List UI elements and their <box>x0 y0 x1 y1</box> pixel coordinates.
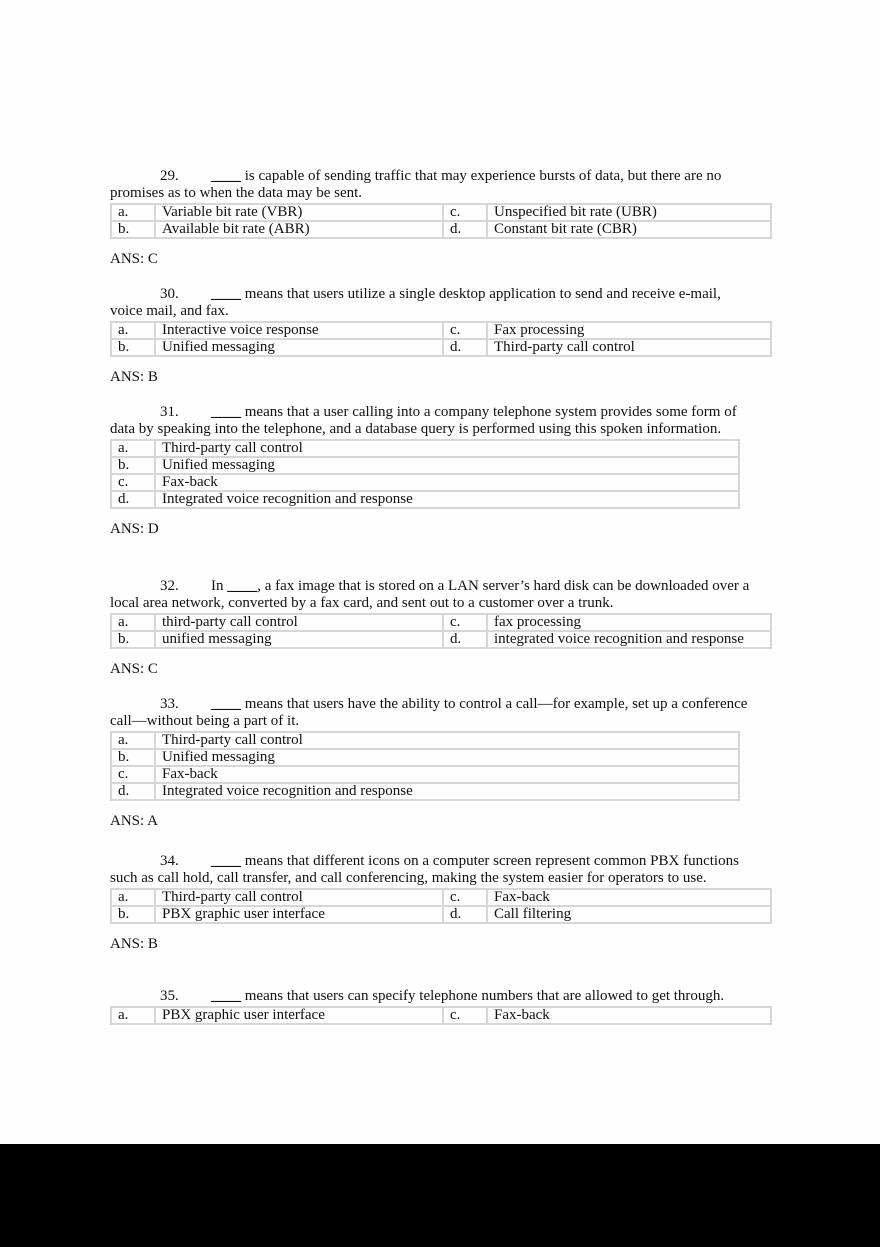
question-33 <box>110 696 750 830</box>
choice-letter: c. <box>443 614 487 631</box>
choice-row <box>111 440 739 457</box>
choice-text: PBX graphic user interface <box>155 1007 443 1024</box>
blank: ____ <box>211 988 241 1004</box>
choice-letter: d. <box>111 491 155 508</box>
choice-row <box>111 631 771 648</box>
choice-letter: c. <box>443 204 487 221</box>
choice-text: fax processing <box>487 614 771 631</box>
choice-row <box>111 474 739 491</box>
question-31 <box>110 404 750 538</box>
question-35 <box>110 988 750 1025</box>
choices-table <box>110 731 740 801</box>
choice-letter: a. <box>111 732 155 749</box>
viewer-background <box>0 1144 880 1247</box>
choice-letter: b. <box>111 221 155 238</box>
question-number: 29. <box>160 168 179 184</box>
choice-letter: a. <box>111 889 155 906</box>
blank: ____ <box>227 578 258 594</box>
question-number: 32. <box>160 578 179 594</box>
choice-text: Available bit rate (ABR) <box>155 221 443 238</box>
choice-letter: a. <box>111 204 155 221</box>
question-stem: 32. In ____, a fax image that is stored on a LAN server’s hard disk can be downloaded over a local area network, converted by a fax card, and sent out to a customer over a trunk. <box>110 578 750 611</box>
choice-text: Third-party call control <box>155 440 739 457</box>
choice-row <box>111 766 739 783</box>
blank: ____ <box>211 404 241 420</box>
answer-key: ANS: D <box>110 521 159 537</box>
choice-text: Integrated voice recognition and response <box>155 491 739 508</box>
choice-row <box>111 906 771 923</box>
choice-text: Third-party call control <box>155 732 739 749</box>
choice-text: Fax processing <box>487 322 771 339</box>
question-32 <box>110 578 750 678</box>
choice-text: Fax-back <box>155 766 739 783</box>
question-stem: 31. ____ means that a user calling into a company telephone system provides some form of data by speaking into the telephone, and a database query is performed using this spoken information. <box>110 404 737 437</box>
choice-text: Interactive voice response <box>155 322 443 339</box>
question-number: 35. <box>160 988 179 1004</box>
choice-text: Fax-back <box>155 474 739 491</box>
question-number: 34. <box>160 853 179 869</box>
answer-key: ANS: B <box>110 936 158 952</box>
choice-letter: c. <box>443 889 487 906</box>
choice-text: Fax-back <box>487 889 771 906</box>
question-stem: 35. ____ means that users can specify telephone numbers that are allowed to get through. <box>160 988 725 1004</box>
choices-table <box>110 321 772 357</box>
choice-text: Unspecified bit rate (UBR) <box>487 204 771 221</box>
choice-letter: b. <box>111 749 155 766</box>
choice-row <box>111 491 739 508</box>
choice-letter: c. <box>111 474 155 491</box>
choice-text: Unified messaging <box>155 457 739 474</box>
question-number: 33. <box>160 696 179 712</box>
choice-letter: a. <box>111 1007 155 1024</box>
choice-row <box>111 204 771 221</box>
choice-letter: b. <box>111 906 155 923</box>
answer-key: ANS: C <box>110 661 158 677</box>
choice-text: unified messaging <box>155 631 443 648</box>
blank: ____ <box>211 286 241 302</box>
choice-letter: d. <box>443 906 487 923</box>
choice-text: PBX graphic user interface <box>155 906 443 923</box>
choice-row <box>111 614 771 631</box>
choices-table <box>110 1006 772 1025</box>
choice-text: Unified messaging <box>155 339 443 356</box>
choices-table <box>110 888 772 924</box>
choice-row <box>111 457 739 474</box>
choice-text: Integrated voice recognition and response <box>155 783 739 800</box>
choice-text: Fax-back <box>487 1007 771 1024</box>
choice-letter: d. <box>443 631 487 648</box>
choice-row <box>111 322 771 339</box>
choice-letter: d. <box>443 221 487 238</box>
choices-table <box>110 203 772 239</box>
answer-key: ANS: C <box>110 251 158 267</box>
blank: ____ <box>211 696 241 712</box>
choice-letter: c. <box>443 322 487 339</box>
choice-letter: a. <box>111 440 155 457</box>
question-number: 30. <box>160 286 179 302</box>
question-stem: 30. ____ means that users utilize a single desktop application to send and receive e-mail, voice mail, and fax. <box>110 286 721 319</box>
choice-text: Variable bit rate (VBR) <box>155 204 443 221</box>
choice-text: Call filtering <box>487 906 771 923</box>
choice-letter: b. <box>111 339 155 356</box>
choice-text: integrated voice recognition and response <box>487 631 771 648</box>
question-30 <box>110 286 750 386</box>
choice-letter: a. <box>111 322 155 339</box>
choices-table <box>110 613 772 649</box>
answer-key: ANS: B <box>110 369 158 385</box>
choice-text: third-party call control <box>155 614 443 631</box>
answer-key: ANS: A <box>110 813 158 829</box>
choice-row <box>111 783 739 800</box>
choice-letter: b. <box>111 457 155 474</box>
choice-letter: d. <box>111 783 155 800</box>
choices-table <box>110 439 740 509</box>
question-stem: 29. ____ is capable of sending traffic that may experience bursts of data, but there are no promises as to when the data may be sent. <box>110 168 722 201</box>
choice-letter: a. <box>111 614 155 631</box>
choice-row <box>111 1007 771 1024</box>
question-34 <box>110 853 750 953</box>
choice-text: Third-party call control <box>155 889 443 906</box>
choice-row <box>111 339 771 356</box>
choice-text: Constant bit rate (CBR) <box>487 221 771 238</box>
blank: ____ <box>211 168 241 184</box>
question-number: 31. <box>160 404 179 420</box>
choice-row <box>111 221 771 238</box>
choice-row <box>111 732 739 749</box>
choice-letter: b. <box>111 631 155 648</box>
question-stem: 34. ____ means that different icons on a computer screen represent common PBX functions such as call hold, call transfer, and call conferencing, making the system easier for operators to use. <box>110 853 739 886</box>
choice-letter: c. <box>443 1007 487 1024</box>
choice-row <box>111 889 771 906</box>
choice-text: Unified messaging <box>155 749 739 766</box>
blank: ____ <box>211 853 241 869</box>
choice-letter: d. <box>443 339 487 356</box>
choice-letter: c. <box>111 766 155 783</box>
choice-row <box>111 749 739 766</box>
question-stem: 33. ____ means that users have the ability to control a call—for example, set up a conference call—without being a part of it. <box>110 696 748 729</box>
choice-text: Third-party call control <box>487 339 771 356</box>
question-29 <box>110 168 750 268</box>
